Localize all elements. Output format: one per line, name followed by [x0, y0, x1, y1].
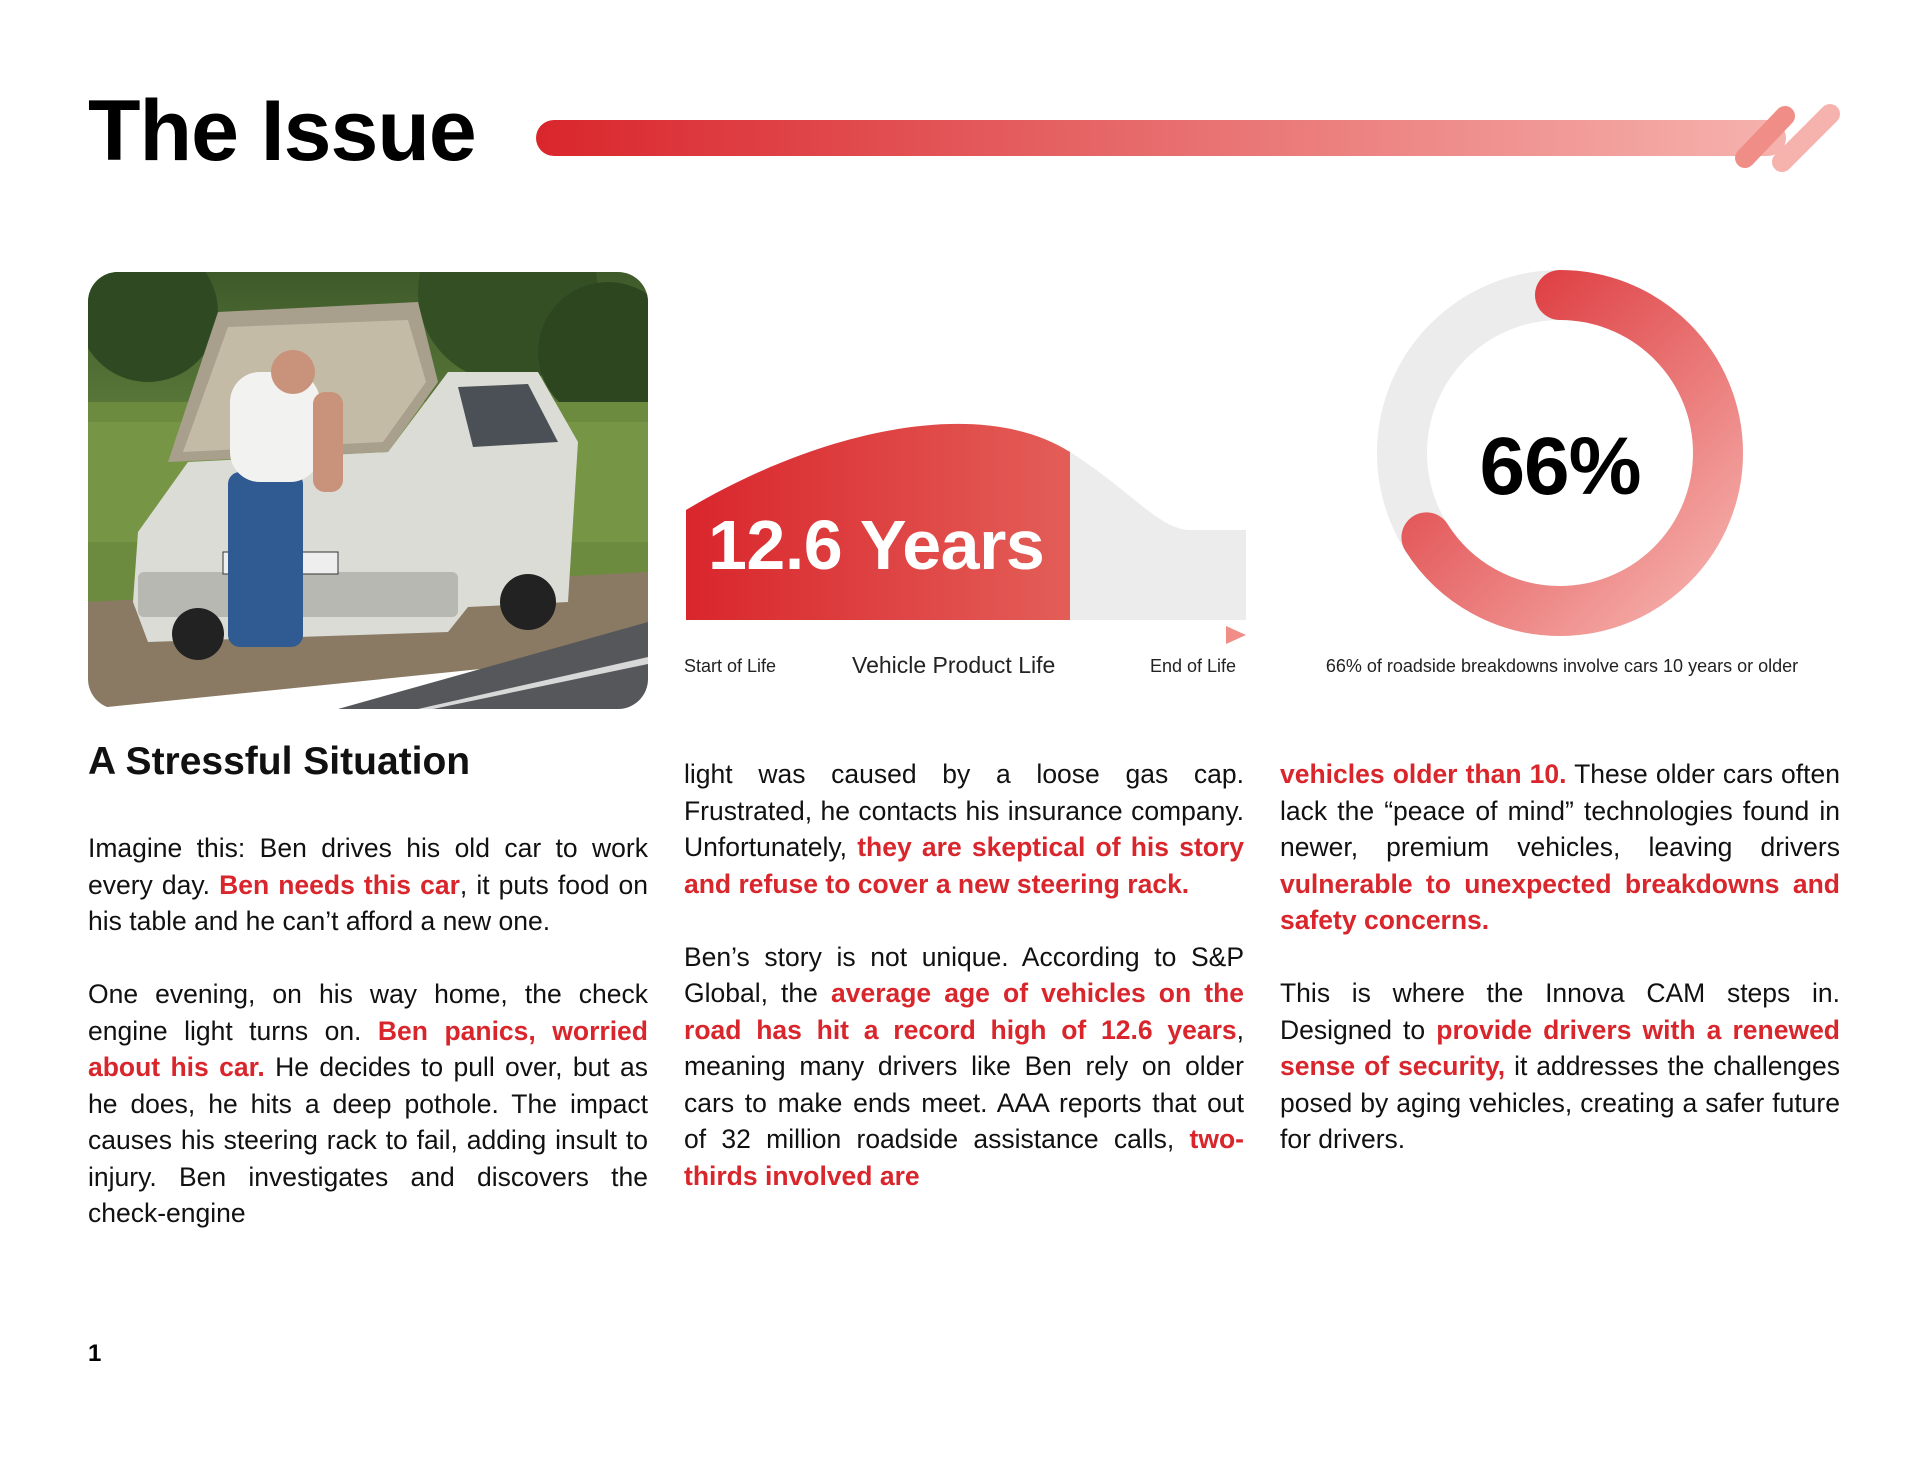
body-text: This is where the Innova CAM steps in. Designed to: [1280, 978, 1840, 1045]
page-title: The Issue: [88, 83, 476, 179]
highlight-text: Ben panics, worried about his car.: [88, 1015, 648, 1082]
man-arm: [313, 392, 343, 492]
car-wheel: [172, 608, 224, 660]
end-of-life-label: End of Life: [1150, 656, 1237, 676]
body-text: One evening, on his way home, the check engine light turns on.: [88, 979, 648, 1046]
breakdown-percent: 66%: [1479, 421, 1641, 512]
highlight-text: vehicles older than 10.: [1280, 759, 1567, 789]
body-text: These older cars often lack the “peace of mind” technologies found in newer, premium vehicles, leaving drivers: [1280, 759, 1840, 862]
title-accent-bar: [530, 102, 1850, 182]
broken-down-car-photo: [88, 272, 648, 709]
article-column-1: [88, 830, 648, 1268]
highlight-text: provide drivers with a renewed sense of security,: [1280, 1014, 1840, 1081]
article-column-3: [1280, 756, 1840, 1194]
highlight-text: two-thirds involved are: [684, 1124, 1244, 1191]
body-text: Ben’s story is not unique. According to S&P Global, the: [684, 941, 1244, 1008]
paragraph: [684, 756, 1244, 902]
highlight-text: they are skeptical of his story and refuse to cover a new steering rack.: [684, 832, 1245, 899]
paragraph: [1280, 975, 1840, 1158]
product-life-value: 12.6 Years: [708, 506, 1045, 584]
article-column-2: [684, 756, 1244, 1231]
breakdown-caption: 66% of roadside breakdowns involve cars 10 years or older: [1325, 656, 1799, 676]
car-wheel: [500, 574, 556, 630]
highlight-text: average age of vehicles on the road has hit a record high of 12.6 years: [684, 978, 1245, 1045]
paragraph: [88, 976, 648, 1232]
body-text: Imagine this: Ben drives his old car to work every day.: [88, 833, 648, 900]
paragraph: [1280, 756, 1840, 939]
body-text: , meaning many drivers like Ben rely on older cars to make ends meet. AAA reports that out of 32 million roadside assistance calls,: [684, 1014, 1244, 1154]
man-head: [271, 350, 315, 394]
highlight-text: vulnerable to unexpected breakdowns and safety concerns.: [1280, 868, 1840, 935]
body-text: it addresses the challenges posed by aging vehicles, creating a safer future for drivers.: [1280, 1051, 1840, 1154]
body-text: He decides to pull over, but as he does, he hits a deep pothole. The impact causes his steering rack to fail, adding insult to injury. Ben investigates and discovers the check-engine: [88, 1052, 648, 1228]
vehicle-product-life-label: Vehicle Product Life: [852, 652, 1056, 678]
title-bar-stripe: [536, 120, 1786, 156]
section-heading: A Stressful Situation: [88, 740, 471, 783]
body-text: , it puts food on his table and he can’t afford a new one.: [88, 869, 648, 936]
man-legs: [228, 472, 303, 647]
paragraph: [684, 939, 1244, 1195]
start-of-life-label: Start of Life: [684, 656, 777, 676]
life-arrowhead: [1226, 626, 1246, 644]
highlight-text: Ben needs this car: [219, 869, 460, 900]
page-number: 1: [88, 1340, 102, 1367]
paragraph: [88, 830, 648, 940]
body-text: light was caused by a loose gas cap. Frustrated, he contacts his insurance company. Unfortunately,: [684, 759, 1244, 862]
